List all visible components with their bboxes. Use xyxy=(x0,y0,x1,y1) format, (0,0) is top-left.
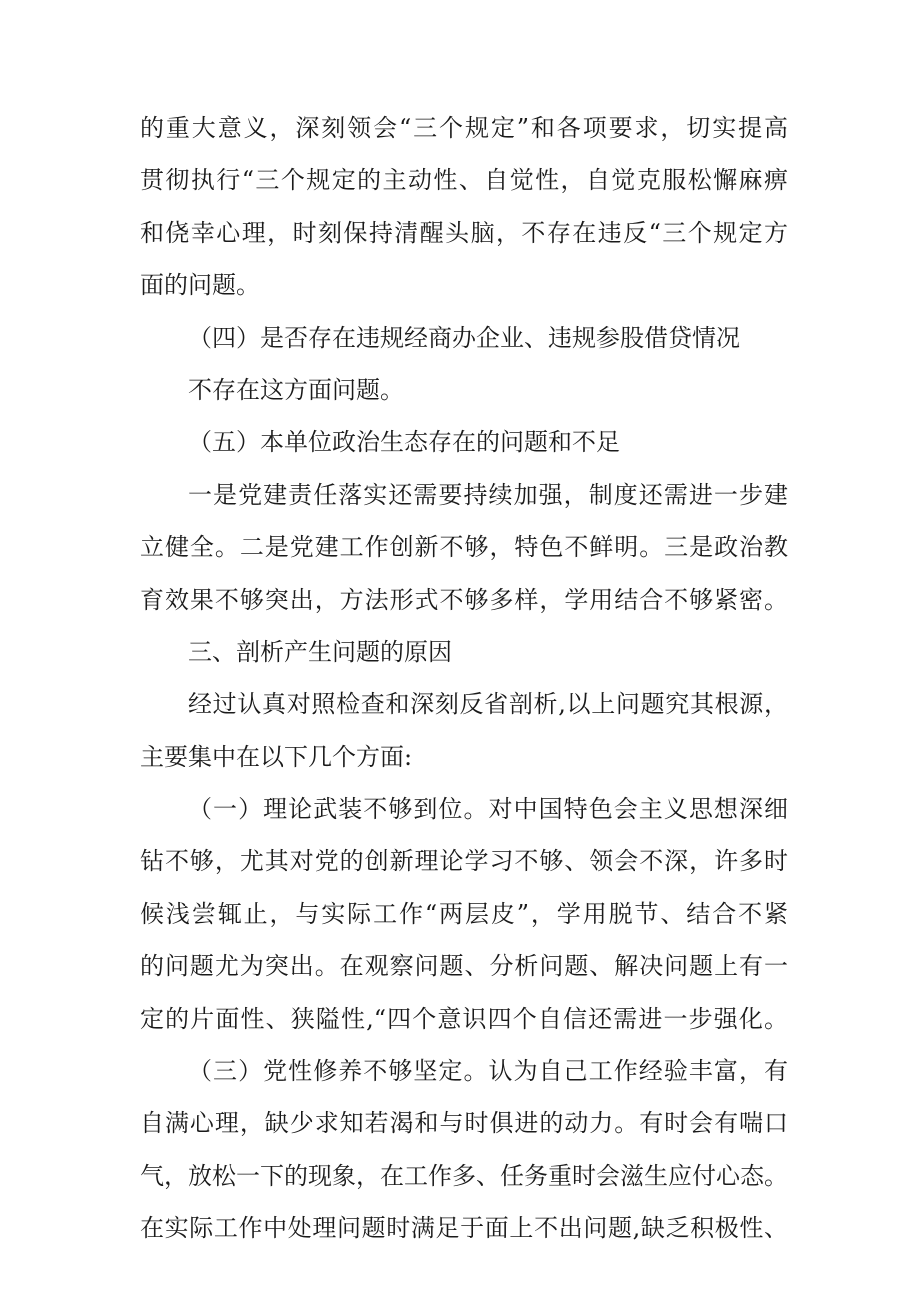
document-line: 主要集中在以下几个方面: xyxy=(140,742,413,771)
document-line: 候浅尝辄止，与实际工作“两层皮”，学用脱节、结合不紧 xyxy=(140,899,788,928)
document-line: 一是党建责任落实还需要持续加强，制度还需进一步建 xyxy=(188,480,788,509)
document-line: （一）理论武装不够到位。对中国特色会主义思想深细 xyxy=(188,795,788,824)
document-line: 自满心理，缺少求知若渴和与时俱进的动力。有时会有喘口 xyxy=(140,1109,788,1138)
document-line: 立健全。二是党建工作创新不够，特色不鲜明。三是政治教 xyxy=(140,533,788,562)
document-line: 在实际工作中处理问题时满足于面上不出问题,缺乏积极性、 xyxy=(140,1214,788,1243)
document-line: 三、剖析产生问题的原因 xyxy=(188,637,452,666)
document-line: （五）本单位政治生态存在的问题和不足 xyxy=(188,428,620,457)
document-line: （四）是否存在违规经商办企业、违规参股借贷情况 xyxy=(188,323,740,352)
document-line: 育效果不够突出，方法形式不够多样，学用结合不够紧密。 xyxy=(140,585,788,614)
document-body xyxy=(140,102,788,1255)
document-line: 面的问题。 xyxy=(140,271,260,300)
document-line: 的问题尤为突出。在观察问题、分析问题、解决问题上有一 xyxy=(140,952,788,981)
document-line: 经过认真对照检查和深刻反省剖析,以上问题究其根源， xyxy=(188,690,788,719)
document-line: 不存在这方面问题。 xyxy=(188,375,404,404)
document-line: 贯彻执行“三个规定的主动性、自觉性，自觉克服松懈麻痹 xyxy=(140,166,788,195)
document-line: 的重大意义，深刻领会“三个规定”和各项要求，切实提高 xyxy=(140,114,788,142)
document-line: 和侥幸心理，时刻保持清醒头脑，不存在违反“三个规定方 xyxy=(140,218,788,247)
document-line: （三）党性修养不够坚定。认为自己工作经验丰富，有 xyxy=(188,1057,788,1086)
document-line: 钻不够，尤其对党的创新理论学习不够、领会不深，许多时 xyxy=(140,847,788,876)
document-line: 定的片面性、狭隘性,“四个意识四个自信还需进一步强化。 xyxy=(140,1004,788,1033)
document-line: 气，放松一下的现象，在工作多、任务重时会滋生应付心态。 xyxy=(140,1161,788,1190)
